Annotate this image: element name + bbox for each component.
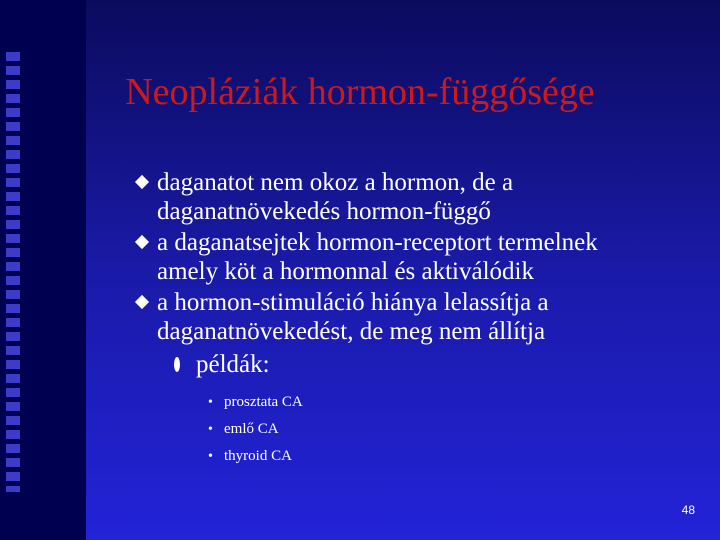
- dot-bullet-icon: •: [208, 422, 213, 437]
- bullet-line: daganatot nem okoz a hormon, de a: [157, 169, 514, 196]
- sub-heading: példák:: [196, 351, 270, 378]
- dot-bullet-icon: •: [208, 395, 213, 410]
- bullet-line: amely köt a hormonnal és aktiválódik: [157, 258, 534, 285]
- diamond-bullet-icon: [135, 235, 149, 249]
- bullet-line: daganatnövekedést, de meg nem állítja: [157, 318, 546, 345]
- bullet-line: a hormon-stimuláció hiánya lelassítja a: [157, 289, 549, 316]
- slide-number: 48: [681, 503, 695, 517]
- slide-title: Neopláziák hormon-függősége: [125, 71, 595, 113]
- diamond-bullet-icon: [135, 295, 149, 309]
- square-pattern: [6, 52, 20, 492]
- bullet-item: [110, 288, 710, 346]
- example-label: prosztata CA: [224, 394, 303, 410]
- example-label: emlő CA: [224, 421, 279, 437]
- bullet-item: [110, 168, 710, 226]
- example-label: thyroid CA: [224, 448, 292, 464]
- example-item: [110, 389, 710, 416]
- example-item: [110, 443, 710, 470]
- slide-body: [110, 168, 710, 470]
- bullet-item: [110, 228, 710, 286]
- bullet-line: daganatnövekedés hormon-függő: [157, 198, 491, 225]
- bullet-line: a daganatsejtek hormon-receptort termelnek: [157, 229, 598, 256]
- example-item: [110, 416, 710, 443]
- examples-list: [110, 389, 710, 470]
- diamond-bullet-icon: [135, 175, 149, 189]
- oval-bullet-icon: [174, 357, 180, 372]
- dot-bullet-icon: •: [208, 449, 213, 464]
- sub-bullet-item: [110, 350, 710, 379]
